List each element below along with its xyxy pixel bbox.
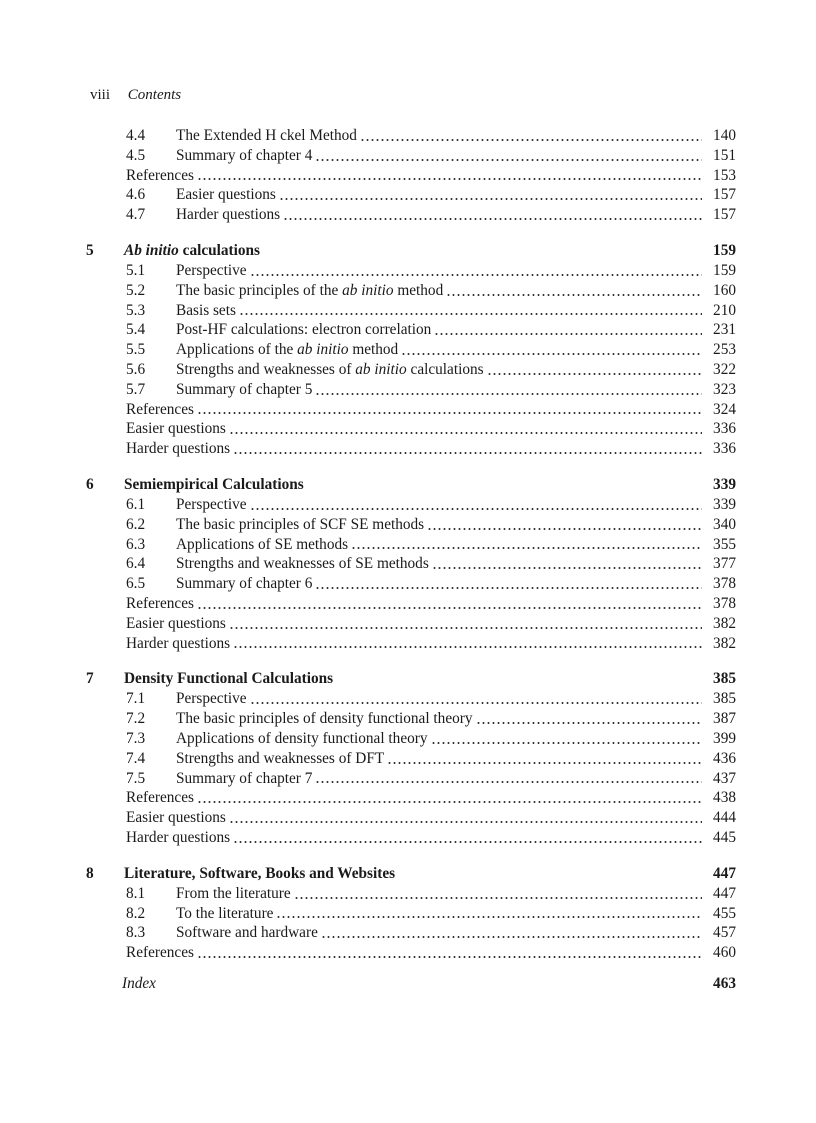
toc-entry: [126, 828, 736, 848]
section-number: 8.2: [126, 904, 146, 922]
chapter-title: Semiempirical Calculations: [124, 475, 304, 493]
page-ref: 447: [713, 884, 736, 902]
section-title: Strengths and weaknesses of SE methods: [176, 555, 429, 573]
section-title: Perspective: [176, 495, 247, 513]
toc-entry: [126, 884, 736, 904]
section-title: From the literature: [176, 884, 291, 902]
page-ref: 157: [713, 206, 736, 224]
page-ref: 210: [713, 301, 736, 319]
chapter-number: 5: [86, 241, 94, 259]
chapter-page: 447: [713, 864, 736, 882]
dot-leader: [387, 762, 702, 764]
toc-entry: [126, 281, 736, 301]
section-title: Perspective: [176, 690, 247, 708]
section-number: 5.1: [126, 261, 146, 279]
page-ref: 378: [713, 594, 736, 612]
dot-leader: [401, 353, 702, 355]
dot-leader: [321, 936, 702, 938]
page-ref: 382: [713, 614, 736, 632]
section-title-post: method: [393, 281, 444, 299]
running-title: Contents: [127, 87, 182, 103]
toc-entry: [126, 400, 736, 420]
section-title: References: [126, 594, 194, 612]
section-title-post: calculations: [406, 360, 484, 378]
page-ref: 160: [713, 281, 736, 299]
section-number: 6.1: [126, 495, 146, 513]
dot-leader: [294, 897, 702, 899]
toc-entry: [126, 554, 736, 574]
section-title-em: ab initio: [342, 281, 394, 299]
page-ref: 157: [713, 186, 736, 204]
section-number: 4.6: [126, 186, 146, 204]
page-ref: 385: [713, 690, 736, 708]
toc-entry: [126, 594, 736, 614]
chapter-5-entries: [86, 261, 736, 459]
chapter-4-entries: [86, 126, 736, 225]
section-number: 7.5: [126, 769, 146, 787]
toc-entry: [126, 261, 736, 281]
page-ref: 140: [713, 127, 736, 144]
dot-leader: [233, 841, 702, 843]
page-ref: 355: [713, 535, 736, 553]
section-number: 7.1: [126, 690, 146, 708]
page-ref: 455: [713, 904, 736, 922]
section-title: The Extended H ckel Method: [176, 127, 357, 144]
dot-leader: [250, 508, 702, 510]
page-ref: 159: [713, 261, 736, 279]
section-number: 6.3: [126, 535, 146, 553]
toc-entry: [126, 205, 736, 225]
section-number: 4.5: [126, 146, 146, 164]
section-number: 7.4: [126, 749, 146, 767]
dot-leader: [351, 547, 702, 549]
toc-entry: [126, 380, 736, 400]
chapter-title: Density Functional Calculations: [124, 670, 334, 688]
section-number: 4.4: [126, 127, 146, 144]
page-ref: 339: [713, 495, 736, 513]
section-number: 5.3: [126, 301, 146, 319]
page-ref: 382: [713, 634, 736, 652]
page-ref: 151: [713, 146, 736, 164]
section-number: 8.3: [126, 924, 146, 942]
toc-entry: [126, 904, 736, 924]
chapter-number: 8: [86, 864, 94, 882]
section-title: Easier questions: [176, 186, 276, 204]
toc-entry: [126, 320, 736, 340]
section-title: Harder questions: [126, 828, 231, 846]
page-ref: 153: [713, 166, 736, 184]
section-title: Easier questions: [126, 614, 226, 632]
toc-entry: [126, 126, 736, 146]
section-number: 6.4: [126, 555, 146, 573]
section-number: 5.5: [126, 341, 146, 359]
section-title: References: [126, 400, 194, 418]
dot-leader: [432, 567, 702, 569]
section-title: Harder questions: [126, 440, 231, 458]
chapter-heading: [86, 241, 736, 261]
section-title: To the literature: [176, 904, 274, 922]
toc-entry: [126, 166, 736, 186]
section-title: Summary of chapter 6: [176, 575, 313, 593]
toc-entry: [126, 301, 736, 321]
toc-entry: [126, 515, 736, 535]
section-title: Strengths and weaknesses of DFT: [176, 749, 385, 767]
dot-leader: [239, 313, 702, 315]
index-entry: [86, 973, 736, 995]
page-ref: 377: [713, 555, 736, 573]
toc-entry: [126, 729, 736, 749]
section-title: References: [126, 944, 194, 962]
chapter-heading: [86, 864, 736, 884]
chapter-number: 7: [86, 670, 94, 688]
toc-entry: [126, 419, 736, 439]
running-head: [90, 87, 181, 104]
toc-entry: [126, 749, 736, 769]
section-title: Harder questions: [126, 634, 231, 652]
section-title-em: ab initio: [297, 341, 349, 359]
dot-leader: [431, 742, 703, 744]
page-ref: 387: [713, 710, 736, 728]
page-ref: 378: [713, 575, 736, 593]
chapter-title-rest: calculations: [178, 241, 261, 259]
section-number: 7.2: [126, 710, 146, 728]
chapter-8-entries: [86, 884, 736, 963]
section-number: 5.7: [126, 380, 146, 398]
toc-entry: [126, 146, 736, 166]
section-title: References: [126, 789, 194, 807]
section-title: The basic principles of SCF SE methods: [176, 515, 425, 533]
section-title: Summary of chapter 7: [176, 769, 313, 787]
dot-leader: [197, 412, 702, 414]
page-ref: 324: [713, 400, 736, 418]
chapter-7-entries: [86, 689, 736, 847]
chapter-page: 385: [713, 670, 736, 688]
dot-leader: [197, 178, 702, 180]
chapter-title: [124, 241, 713, 261]
page-ref: 336: [713, 420, 736, 438]
section-title-pre: Applications of the: [176, 341, 298, 359]
page-ref: 457: [713, 924, 736, 942]
toc-entry: [126, 788, 736, 808]
dot-leader: [487, 373, 702, 375]
page-ref: 340: [713, 515, 736, 533]
chapter-heading: [86, 475, 736, 495]
dot-leader: [315, 781, 702, 783]
dot-leader: [197, 801, 702, 803]
section-number: 5.6: [126, 360, 146, 378]
section-title: Perspective: [176, 261, 247, 279]
section-title: Easier questions: [126, 809, 226, 827]
section-title: [176, 340, 398, 360]
dot-leader: [360, 139, 702, 141]
dot-leader: [229, 432, 702, 434]
section-number: 8.1: [126, 884, 146, 902]
toc-entry: [126, 495, 736, 515]
dot-leader: [315, 587, 702, 589]
dot-leader: [315, 393, 702, 395]
toc-entry: [126, 943, 736, 963]
page-ref: 444: [713, 809, 736, 827]
section-title: Summary of chapter 5: [176, 380, 313, 398]
toc-entry: [126, 614, 736, 634]
section-title: Summary of chapter 4: [176, 146, 313, 164]
chapter-title: Literature, Software, Books and Websites: [124, 864, 396, 882]
section-title-post: method: [348, 341, 399, 359]
toc-entry: [126, 808, 736, 828]
dot-leader: [276, 916, 702, 918]
section-title: References: [126, 166, 194, 184]
section-number: 4.7: [126, 206, 146, 224]
dot-leader: [197, 607, 702, 609]
section-title: [176, 360, 484, 380]
dot-leader: [279, 198, 702, 200]
section-number: 5.4: [126, 321, 146, 339]
page-ref: 438: [713, 789, 736, 807]
section-title-pre: Strengths and weaknesses of: [176, 360, 356, 378]
dot-leader: [283, 218, 702, 220]
dot-leader: [197, 956, 702, 958]
dot-leader: [427, 528, 702, 530]
table-of-contents: [86, 126, 736, 995]
section-title: Post-HF calculations: electron correlation: [176, 321, 432, 339]
dot-leader: [229, 821, 702, 823]
page-ref: 322: [713, 360, 736, 378]
section-number: 7.3: [126, 729, 146, 747]
toc-entry: [126, 923, 736, 943]
section-title-pre: The basic principles of the: [176, 281, 343, 299]
page-number-roman: viii: [90, 87, 111, 103]
toc-entry: [126, 709, 736, 729]
dot-leader: [315, 159, 702, 161]
section-title: Harder questions: [176, 206, 281, 224]
dot-leader: [233, 452, 702, 454]
page-ref: 436: [713, 749, 736, 767]
toc-entry: [126, 535, 736, 555]
dot-leader: [250, 274, 702, 276]
page-ref: 460: [713, 944, 736, 962]
dot-leader: [434, 333, 702, 335]
page-ref: 336: [713, 440, 736, 458]
chapter-number: 6: [86, 475, 94, 493]
dot-leader: [233, 646, 702, 648]
chapter-title-italic: Ab initio: [124, 241, 179, 259]
toc-entry: [126, 439, 736, 459]
page-ref: 323: [713, 380, 736, 398]
section-number: 6.5: [126, 575, 146, 593]
toc-entry: [126, 769, 736, 789]
section-title: The basic principles of density functional theory: [176, 710, 473, 728]
section-number: 6.2: [126, 515, 146, 533]
toc-entry: [126, 689, 736, 709]
section-title: Applications of SE methods: [176, 535, 349, 553]
chapter-6-entries: [86, 495, 736, 653]
dot-leader: [476, 722, 702, 724]
toc-entry: [126, 185, 736, 205]
toc-entry: [126, 634, 736, 654]
section-title: Easier questions: [126, 420, 226, 438]
page-ref: 445: [713, 828, 736, 846]
section-title: Software and hardware: [176, 924, 318, 942]
section-title: [176, 281, 443, 301]
index-label: Index: [122, 974, 156, 992]
section-title: Basis sets: [176, 301, 236, 319]
chapter-page: 339: [713, 475, 736, 493]
index-page: 463: [713, 974, 736, 992]
chapter-page: 159: [713, 241, 736, 259]
section-number: 5.2: [126, 281, 146, 299]
toc-entry: [126, 340, 736, 360]
page-ref: 231: [713, 321, 736, 339]
dot-leader: [446, 294, 702, 296]
page-ref: 399: [713, 729, 736, 747]
toc-entry: [126, 360, 736, 380]
dot-leader: [250, 702, 702, 704]
page-ref: 253: [713, 341, 736, 359]
section-title-em: ab initio: [355, 360, 407, 378]
dot-leader: [229, 627, 702, 629]
page-ref: 437: [713, 769, 736, 787]
section-title: Applications of density functional theory: [176, 729, 428, 747]
toc-entry: [126, 574, 736, 594]
chapter-heading: [86, 669, 736, 689]
